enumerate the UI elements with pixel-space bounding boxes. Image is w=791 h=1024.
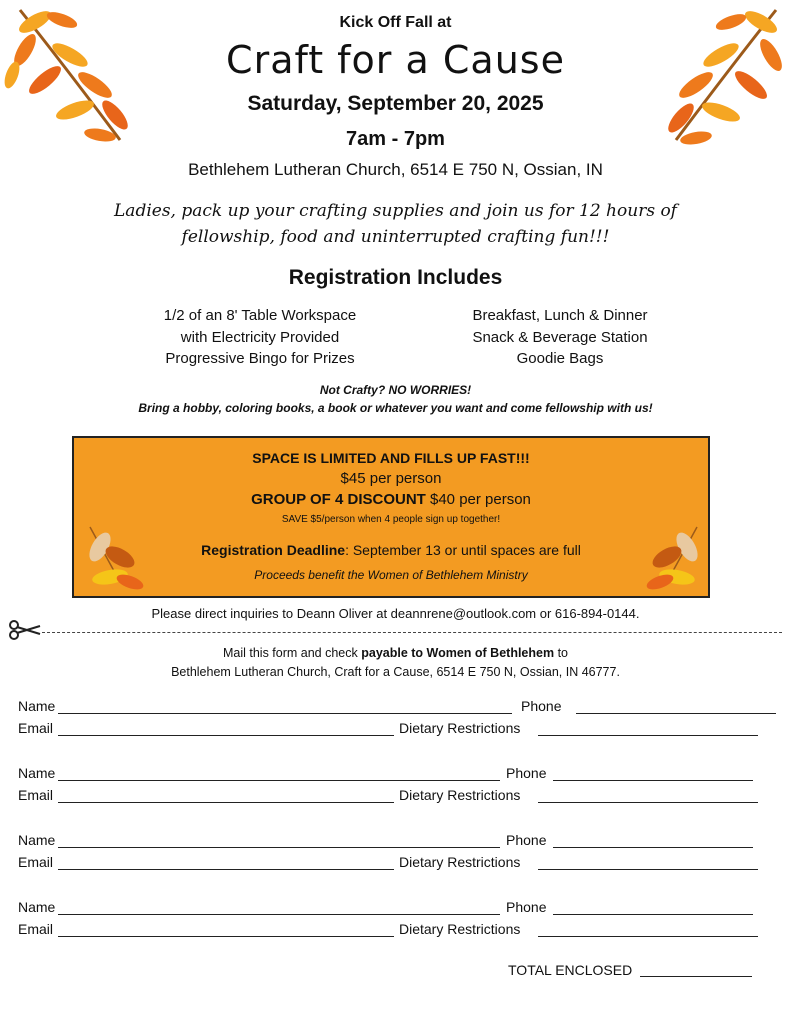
phone-field[interactable]	[576, 713, 776, 714]
email-label: Email	[18, 720, 54, 736]
total-enclosed	[508, 962, 752, 978]
email-label: Email	[18, 787, 54, 803]
list-item: Snack & Beverage Station	[472, 328, 648, 346]
not-crafty-heading: Not Crafty? NO WORRIES!	[319, 383, 472, 397]
mail-address: Bethlehem Lutheran Church, Craft for a Cause, 6514 E 750 N, Ossian, IN 46777.	[171, 665, 620, 679]
event-date: Saturday, September 20, 2025	[247, 92, 544, 115]
leaf-cluster-right-icon	[642, 522, 708, 594]
email-field[interactable]	[58, 735, 394, 736]
dietary-label: Dietary Restrictions	[399, 921, 521, 937]
deadline-text: : September 13 or until spaces are full	[345, 542, 581, 558]
dietary-field[interactable]	[538, 869, 758, 870]
dietary-field[interactable]	[538, 802, 758, 803]
dietary-field[interactable]	[538, 735, 758, 736]
registration-list-right	[410, 305, 710, 370]
dietary-label: Dietary Restrictions	[399, 787, 521, 803]
phone-field[interactable]	[553, 780, 753, 781]
phone-field[interactable]	[553, 914, 753, 915]
email-label: Email	[18, 921, 54, 937]
savings-note: SAVE $5/person when 4 people sign up together!	[281, 514, 501, 525]
dietary-label: Dietary Restrictions	[399, 854, 521, 870]
page-title: Craft for a Cause	[226, 38, 565, 82]
phone-field[interactable]	[553, 847, 753, 848]
mail-suffix: to	[554, 646, 568, 660]
kickoff-text: Kick Off Fall at	[339, 14, 452, 31]
phone-label: Phone	[506, 765, 547, 781]
email-field[interactable]	[58, 869, 394, 870]
name-label: Name	[18, 698, 56, 714]
phone-label: Phone	[521, 698, 562, 714]
not-crafty-text: Bring a hobby, coloring books, a book or whatever you want and come fellowship with us!	[138, 401, 653, 415]
promo-box	[72, 436, 710, 598]
name-label: Name	[18, 899, 56, 915]
registration-deadline	[74, 542, 708, 558]
phone-label: Phone	[506, 832, 547, 848]
dietary-label: Dietary Restrictions	[399, 720, 521, 736]
list-item: with Electricity Provided	[180, 328, 340, 346]
total-field[interactable]	[640, 962, 752, 977]
name-field[interactable]	[58, 780, 500, 781]
limited-notice: SPACE IS LIMITED AND FILLS UP FAST!!!	[252, 450, 530, 466]
phone-label: Phone	[506, 899, 547, 915]
email-field[interactable]	[58, 936, 394, 937]
name-field[interactable]	[58, 847, 500, 848]
mail-payable: payable to Women of Bethlehem	[361, 646, 555, 660]
dietary-field[interactable]	[538, 936, 758, 937]
intro-line-1: Ladies, pack up your crafting supplies and join us for 12 hours of	[114, 201, 677, 221]
deadline-label: Registration Deadline	[201, 542, 346, 558]
mail-instructions	[0, 646, 791, 660]
name-field[interactable]	[58, 914, 500, 915]
event-time: 7am - 7pm	[346, 128, 445, 150]
list-item: Goodie Bags	[516, 350, 604, 367]
total-label: TOTAL ENCLOSED	[508, 962, 633, 978]
email-field[interactable]	[58, 802, 394, 803]
inquiries-text: Please direct inquiries to Deann Oliver at deannrene@outlook.com or 616-894-0144.	[151, 606, 640, 621]
proceeds-note: Proceeds benefit the Women of Bethlehem Ministry	[254, 568, 528, 582]
registration-list-left	[110, 305, 410, 370]
intro-text	[0, 198, 791, 250]
mail-prefix: Mail this form and check	[222, 646, 362, 660]
name-label: Name	[18, 765, 56, 781]
name-label: Name	[18, 832, 56, 848]
name-field[interactable]	[58, 713, 512, 714]
scissors-icon	[8, 619, 42, 641]
email-label: Email	[18, 854, 54, 870]
group-discount-price: $40 per person	[425, 491, 531, 508]
event-venue: Bethlehem Lutheran Church, 6514 E 750 N, Ossian, IN	[188, 160, 603, 179]
list-item: Progressive Bingo for Prizes	[165, 350, 355, 367]
registration-heading: Registration Includes	[288, 266, 503, 289]
group-discount-label: GROUP OF 4 DISCOUNT	[251, 491, 426, 508]
list-item: 1/2 of an 8' Table Workspace	[163, 307, 357, 324]
intro-line-2: fellowship, food and uninterrupted crafting fun!!!	[181, 227, 610, 247]
leaf-cluster-left-icon	[80, 522, 152, 594]
cut-line	[42, 632, 782, 633]
group-discount	[74, 491, 708, 508]
list-item: Breakfast, Lunch & Dinner	[472, 307, 648, 324]
price-text: $45 per person	[340, 470, 442, 487]
